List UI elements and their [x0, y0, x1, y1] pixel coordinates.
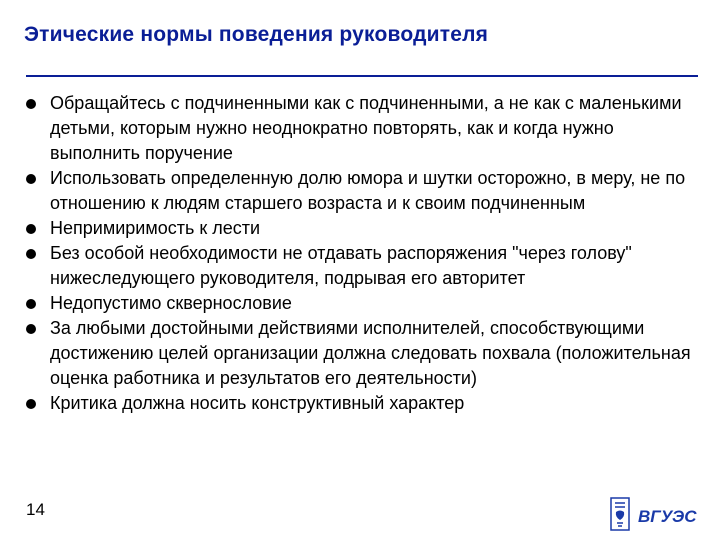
list-item-text: Использовать определенную долю юмора и шутки осторожно, в меру, не по отношению к людям старшего возраста и к своим подчиненным	[50, 168, 686, 213]
list-item-text: За любыми достойными действиями исполнителей, способствующими достижению целей организации должна следовать похвала (положительная оценка работника и результатов его деятельности)	[50, 318, 691, 388]
list-item-text: Непримиримость к лести	[50, 218, 261, 238]
list-item	[24, 216, 704, 241]
list-item-text: Недопустимо сквернословие	[50, 293, 292, 313]
logo-wordmark: ВГУЭС	[638, 507, 697, 526]
bullet-dot-icon	[26, 174, 36, 184]
bullet-dot-icon	[26, 249, 36, 259]
list-item-text: Обращайтесь с подчиненными как с подчиненными, а не как с маленькими детьми, которым нужно неоднократно повторять, как и когда нужно выполнить поручение	[50, 93, 682, 163]
bullet-list	[24, 91, 704, 416]
university-emblem-icon	[610, 497, 630, 531]
list-item	[24, 166, 704, 216]
list-item	[24, 316, 704, 391]
bullet-dot-icon	[26, 324, 36, 334]
university-logo	[636, 505, 700, 527]
bullet-dot-icon	[26, 299, 36, 309]
list-item	[24, 91, 704, 166]
list-item	[24, 291, 704, 316]
list-item-text: Критика должна носить конструктивный характер	[50, 393, 465, 413]
bullet-dot-icon	[26, 224, 36, 234]
list-item	[24, 391, 704, 416]
list-item-text: Без особой необходимости не отдавать распоряжения "через голову" нижеследующего руководителя, подрывая его авторитет	[50, 243, 632, 288]
bullet-dot-icon	[26, 399, 36, 409]
bullet-dot-icon	[26, 99, 36, 109]
title-divider	[26, 75, 698, 77]
page-number: 14	[26, 500, 45, 519]
slide-title: Этические нормы поведения руководителя	[24, 23, 489, 46]
list-item	[24, 241, 704, 291]
